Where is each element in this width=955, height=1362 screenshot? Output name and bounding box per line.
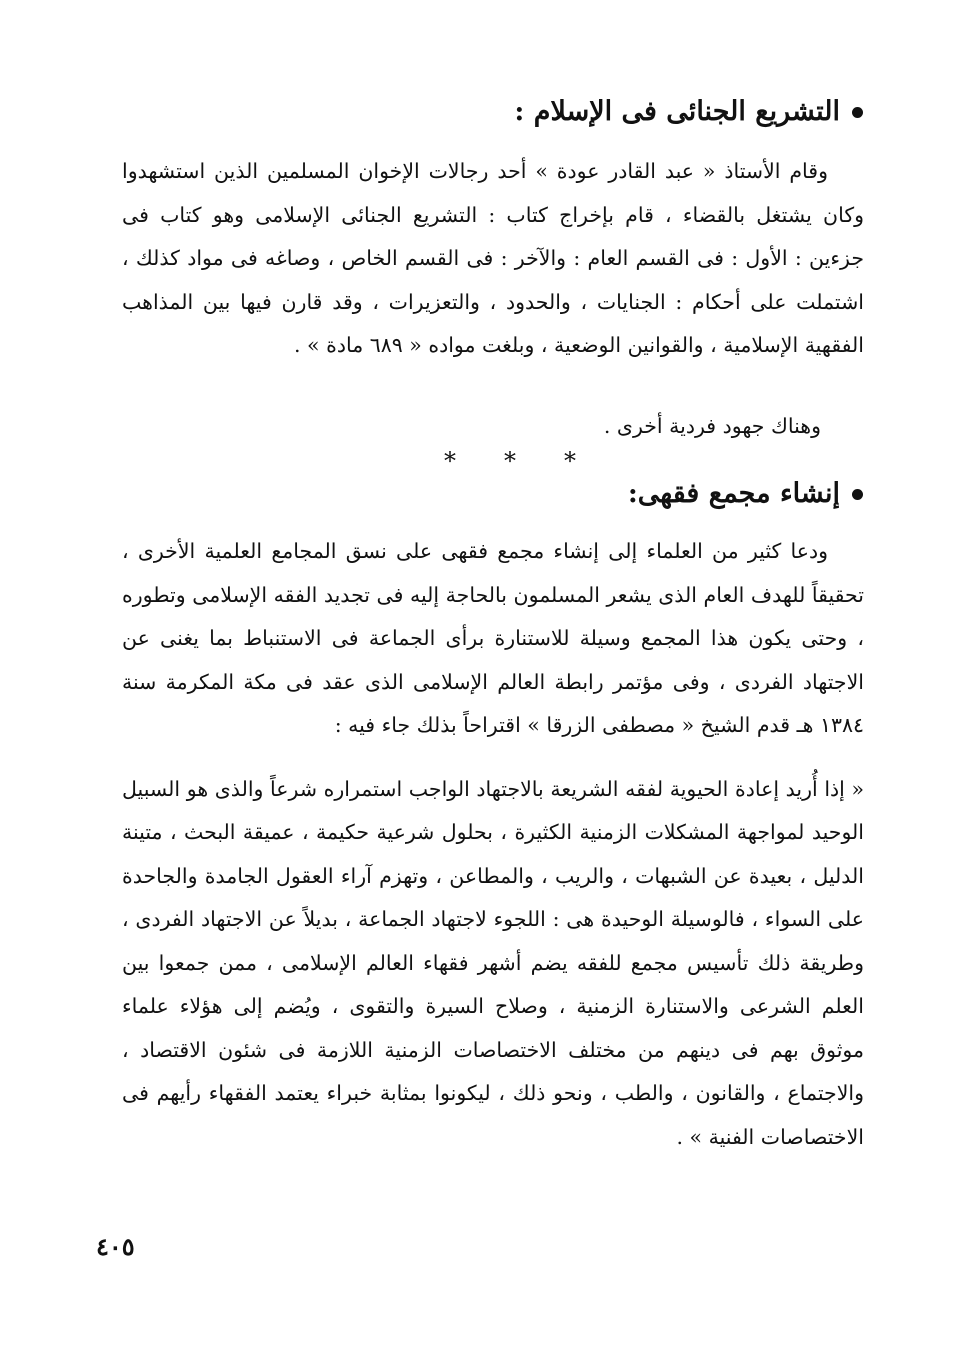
section-heading-criminal-law <box>514 92 863 132</box>
section-separator <box>440 446 580 476</box>
bullet-icon <box>852 107 863 118</box>
section-body-fiqh-academy <box>122 530 864 1159</box>
closing-line: وهناك جهود فردية أخرى . <box>603 414 821 438</box>
section-heading-fiqh-academy <box>628 474 863 514</box>
separator-star: * <box>504 447 516 475</box>
paragraph: وقام الأستاذ « عبد القادر عودة » أحد رجالات الإخوان المسلمين الذين استشهدوا وكان يشتغل بالقضاء ، قام بإخراج كتاب : التشريع الجنائى الإسلامى وهو كتاب فى جزءين : الأول : فى القسم العام : والآخر : فى القسم الخاص ، وصاغه فى مواد كذلك ، اشتملت على أحكام : الجنايات ، والحدود ، والتعزيرات ، وقد قارن فيها بين المذاهب الفقهية الإسلامية ، والقوانين الوضعية ، وبلغت مواده « ٦٨٩ مادة » . <box>122 159 864 357</box>
separator-star: * <box>564 447 576 475</box>
quotation: « إذا أُريد إعادة الحيوية لفقه الشريعة بالاجتهاد الواجب استمراره شرعاً والذى هو السبيل الوحيد لمواجهة المشكلات الزمنية الكثيرة ، بحلول شرعية حكيمة ، عميقة البحث ، متينة الدليل ، بعيدة عن الشبهات ، والريب ، والمطاعن ، وتهزم آراء العقول الجامدة والجاحدة على السواء ، فالوسيلة الوحيدة هى : اللجوء لاجتهاد الجماعة ، بديلاً عن الاجتهاد الفردى ، وطريقة ذلك تأسيس مجمع للفقه يضم أشهر فقهاء العالم الإسلامى ، ممن جمعوا بين العلم الشرعى والاستنارة الزمنية ، وصلاح السيرة والتقوى ، ويُضم إلى هؤلاء علماء موثوق بهم فى دينهم من مختلف الاختصاصات الزمنية اللازمة فى شئون الاقتصاد ، والاجتماع ، والقانون ، والطب ، ونحو ذلك ، ليكونوا بمثابة خبراء يعتمد الفقهاء رأيهم فى الاختصاصات الفنية » . <box>122 776 864 1149</box>
section-heading-text: التشريع الجنائى فى الإسلام : <box>514 96 840 127</box>
paragraph: ودعا كثير من العلماء إلى إنشاء مجمع فقهى على نسق المجامع العلمية الأخرى ، تحقيقاً للهدف العام الذى يشعر المسلمون بالحاجة إليه فى تجديد الفقه الإسلامى وتطوره ، وحتى يكون هذا المجمع وسيلة للاستنارة برأى الجماعة فى الاستنباط بما يغنى عن الاجتهاد الفردى ، وفى مؤتمر رابطة العالم الإسلامى الذى عقد فى مكة المكرمة سنة ١٣٨٤ هـ قدم الشيخ « مصطفى الزرقا » اقتراحاً بذلك جاء فيه : <box>122 539 864 737</box>
page-number: ٤٠٥ <box>96 1232 135 1261</box>
separator-star: * <box>444 447 456 475</box>
bullet-icon <box>852 489 863 500</box>
section-body-criminal-law <box>122 150 864 368</box>
section-heading-text: إنشاء مجمع فقهى: <box>627 478 840 509</box>
